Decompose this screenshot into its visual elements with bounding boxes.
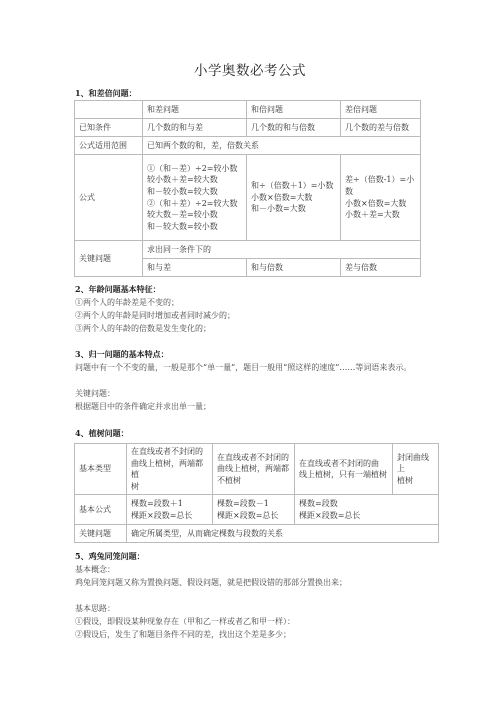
formula-line: 小数×倍数=大数 [345,198,407,208]
table-cell [393,444,439,495]
table-cell: 和与倍数 [247,259,341,277]
idea-label: 基本思路： [75,604,115,613]
formula-line: 和÷（倍数＋1）=小数 [251,181,334,191]
list-item: ①假设，即假设某种现象存在（甲和乙一样或者乙和甲一样）： [75,617,295,626]
table-cell [213,444,295,495]
formula-line: 和－较小数=较大数 [147,186,218,196]
cell-line: 线上植树，只有一端植树 [299,470,387,480]
list-item: ②假设后，发生了和题目条件不同的差，找出这个差是多少； [75,630,291,639]
cell-line: 棵距×段数=总长 [299,510,361,520]
table-cell: 公式适用范围 [75,137,143,155]
table-cell [295,444,393,495]
list-item: ②两个人的年龄是同时增加或者同时减少的； [75,311,235,320]
formula-line: 较大数－差=较小数 [147,210,218,220]
cell-line: 棵距×段数=总长 [131,510,193,520]
paragraph: 问题中有一个不变的量，一般是那个“单一量”，题目一般用“照这样的速度”……等词语来表示。 [75,363,412,372]
table-row [75,444,439,495]
concept-label: 基本概念： [75,565,115,574]
cell-line: 在直线或者不封闭的 [131,447,203,456]
cell-line: 曲线上植树，两端都 [217,464,289,474]
table-cell [127,495,213,525]
cell-line: 不植树 [217,475,241,485]
table-cell: 几个数的差与倍数 [341,119,421,137]
table-row [75,101,421,119]
table-header: 和差问题 [143,101,247,119]
key-problem-label: 关键问题： [75,389,115,398]
table-row [75,119,421,137]
formula-cell-sum-multiple [247,155,341,241]
list-item: ①两个人的年龄差是不变的； [75,298,179,307]
cell-line: 棵距×段数=总长 [217,510,279,520]
section-1-heading: 1、和差倍问题： [75,88,137,98]
table-row [75,155,421,241]
cell-line: 在直线或者不封闭的 [217,452,289,462]
formula-cell-sum-diff [143,155,247,241]
table-cell: 关键问题 [75,241,143,277]
table-cell: 和与差 [143,259,247,277]
table-cell [295,495,439,525]
section-4-heading: 4、植树问题： [75,428,129,438]
table-cell [127,444,213,495]
table-header: 差倍问题 [341,101,421,119]
cell-line: 树 [131,481,139,491]
table-cell: 已知两个数的和，差，倍数关系 [143,137,421,155]
page-title: 小学奥数必考公式 [194,63,306,79]
table-row [75,241,421,259]
list-item: ③两个人的年龄的倍数是发生变化的； [75,324,211,333]
section-5-heading: 5、鸡兔同笼问题： [75,551,145,561]
table-cell: 基本类型 [75,444,127,495]
table-cell: 基本公式 [75,495,127,525]
cell-line: 在直线或者不封闭的曲 [299,458,379,468]
cell-line: 植树 [397,475,413,485]
formula-cell-diff-multiple [341,155,421,241]
table-cell: 确定所属类型，从而确定棵数与段数的关系 [127,525,439,543]
table-cell: 几个数的和与倍数 [247,119,341,137]
tree-planting-table [74,443,439,543]
paragraph: 鸡兔同笼问题又称为置换问题、假设问题，就是把假设错的那部分置换出来； [75,578,347,587]
table-cell: 差与倍数 [341,259,421,277]
table-row [75,525,439,543]
table-cell [213,495,295,525]
formula-line: 和－较大数=较小数 [147,221,218,231]
formula-line: ①（和－差）÷2=较小数 [147,163,238,173]
cell-line: 棵数=段数＋1 [131,499,183,509]
table-cell: 求出同一条件下的 [143,241,421,259]
sum-diff-table [74,100,421,277]
formula-line: 较小数＋差=较大数 [147,175,218,185]
table-cell: 公式 [75,155,143,241]
table-cell: 已知条件 [75,119,143,137]
cell-line: 棵数=段数－1 [217,499,269,509]
section-2-heading: 2、年龄问题基本特征： [75,284,161,294]
table-cell: 关键问题 [75,525,127,543]
table-row [75,137,421,155]
table-row [75,495,439,525]
formula-line: 小数＋差=大数 [345,210,400,220]
table-header: 和倍问题 [247,101,341,119]
formula-line: 小数×倍数=大数 [251,192,313,202]
formula-line: 和－小数=大数 [251,204,306,214]
cell-line: 曲线上植树，两端都植 [131,458,203,480]
table-cell: 几个数的和与差 [143,119,247,137]
table-cell [75,101,143,119]
section-3-heading: 3、归一问题的基本特点： [75,349,169,359]
cell-line: 棵数=段数 [299,499,338,509]
formula-line: 差÷（倍数-1）=小数 [345,175,415,196]
cell-line: 封闭曲线上 [397,452,429,474]
paragraph: 根据题目中的条件确定并求出单一量； [75,402,211,411]
formula-line: ②（和＋差）÷2=较大数 [147,198,238,208]
